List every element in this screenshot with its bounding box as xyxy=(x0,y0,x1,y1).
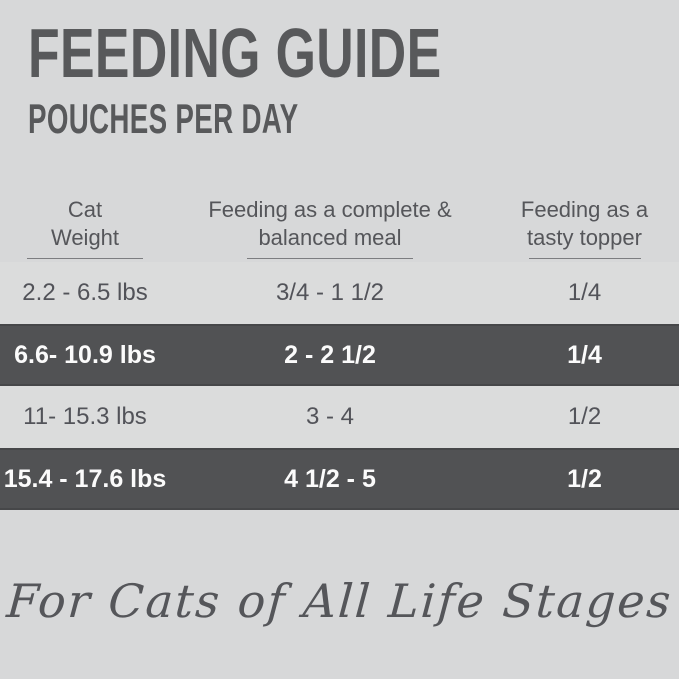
cell-cat-weight: 6.6- 10.9 lbs xyxy=(14,340,156,369)
page-title: FEEDING GUIDE xyxy=(28,14,442,92)
footer-tagline: For Cats of All Life Stages xyxy=(4,574,675,628)
cell-complete-meal: 4 1/2 - 5 xyxy=(284,464,376,493)
cell-tasty-topper: 1/4 xyxy=(567,340,602,369)
column-header-line: Weight xyxy=(50,225,120,250)
header-underline xyxy=(247,258,413,259)
cell-tasty-topper: 1/2 xyxy=(567,403,602,430)
column-header-line: Cat xyxy=(67,197,103,222)
header xyxy=(28,14,587,142)
table-row-highlighted xyxy=(0,448,679,510)
header-underline xyxy=(529,258,641,259)
table-row xyxy=(0,386,679,448)
cell-complete-meal: 3 - 4 xyxy=(305,403,355,430)
cell-cat-weight: 2.2 - 6.5 lbs xyxy=(22,279,148,306)
table-header-row xyxy=(0,196,679,259)
table-row-highlighted xyxy=(0,324,679,386)
page-subtitle: POUCHES PER DAY xyxy=(28,95,299,142)
cell-tasty-topper: 1/4 xyxy=(567,279,602,306)
column-header-cat-weight xyxy=(0,196,170,259)
cell-cat-weight: 15.4 - 17.6 lbs xyxy=(3,464,167,493)
cell-complete-meal: 3/4 - 1 1/2 xyxy=(275,279,385,306)
table-row xyxy=(0,262,679,324)
column-header-complete-meal xyxy=(170,196,490,259)
column-header-line: balanced meal xyxy=(258,225,402,250)
cell-cat-weight: 11- 15.3 lbs xyxy=(23,403,147,430)
cell-complete-meal: 2 - 2 1/2 xyxy=(284,340,376,369)
column-header-line: Feeding as a xyxy=(520,197,649,222)
header-underline xyxy=(27,258,143,259)
column-header-line: Feeding as a complete & xyxy=(208,197,452,222)
cell-tasty-topper: 1/2 xyxy=(567,464,602,493)
column-header-tasty-topper xyxy=(490,196,679,259)
table-body xyxy=(0,262,679,510)
column-header-line: tasty topper xyxy=(527,225,642,250)
